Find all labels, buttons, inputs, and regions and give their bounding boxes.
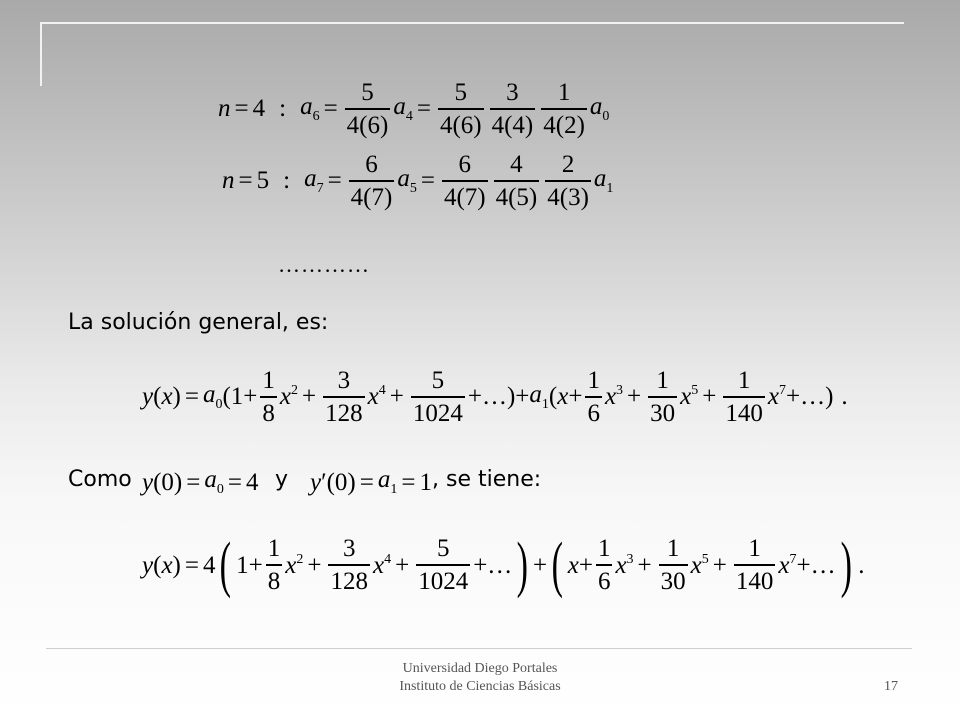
footer-institute: Instituto de Ciencias Básicas xyxy=(399,679,561,694)
footer-university: Universidad Diego Portales xyxy=(402,661,558,676)
footer xyxy=(0,660,960,696)
footer-divider xyxy=(46,648,912,649)
y-conjunction-label: y xyxy=(275,467,289,492)
ellipsis-dots: ………… xyxy=(278,252,370,277)
page-number: 17 xyxy=(884,679,898,694)
equation-particular-solution: y ( x ) = 4 ( 1+ $\frac{1}{8}$ $x^2$ + $\frac{3}{128}$ $x^4$ + $\frac{5}{1024}$ +… ) + ( x + $\frac{1}{6}$ $x^3$ + $\frac{1}{30}$ $x^5$ + $\frac{1}{140}$ $x^7$ +… ) . xyxy=(142,531,865,599)
initial-condition-y0: y (0) = $a_0$ = 4 xyxy=(142,466,259,497)
como-label: Como xyxy=(68,467,132,492)
general-solution-label: La solución general, es: xyxy=(68,310,329,335)
frame-top-line xyxy=(40,22,904,24)
se-tiene-label: , se tiene: xyxy=(432,467,542,492)
initial-condition-dy0: y ′(0) = $a_1$ = 1 xyxy=(310,466,432,497)
equation-n4: n = 4 : $a_6$ = $\frac{5}{4(6)}$ $a_4$ = $\frac{5}{4(6)}$ $\frac{3}{4(4)}$ $\frac{1}{4(2)}$ $a_0$ xyxy=(218,79,610,139)
frame-left-line xyxy=(40,22,42,86)
equation-n5: n = 5 : $a_7$ = $\frac{6}{4(7)}$ $a_5$ = $\frac{6}{4(7)}$ $\frac{4}{4(5)}$ $\frac{2}{4(3)}$ $a_1$ xyxy=(222,151,614,211)
equation-general-solution: y ( x ) = $a_0$ (1+ $\frac{1}{8}$ $x^2$ + $\frac{3}{128}$ $x^4$ + $\frac{5}{1024}$ +…)+ $a_1$ ( x + $\frac{1}{6}$ $x^3$ + $\frac{1}{30}$ $x^5$ + $\frac{1}{140}$ $x^7$ +…) . xyxy=(142,367,848,427)
